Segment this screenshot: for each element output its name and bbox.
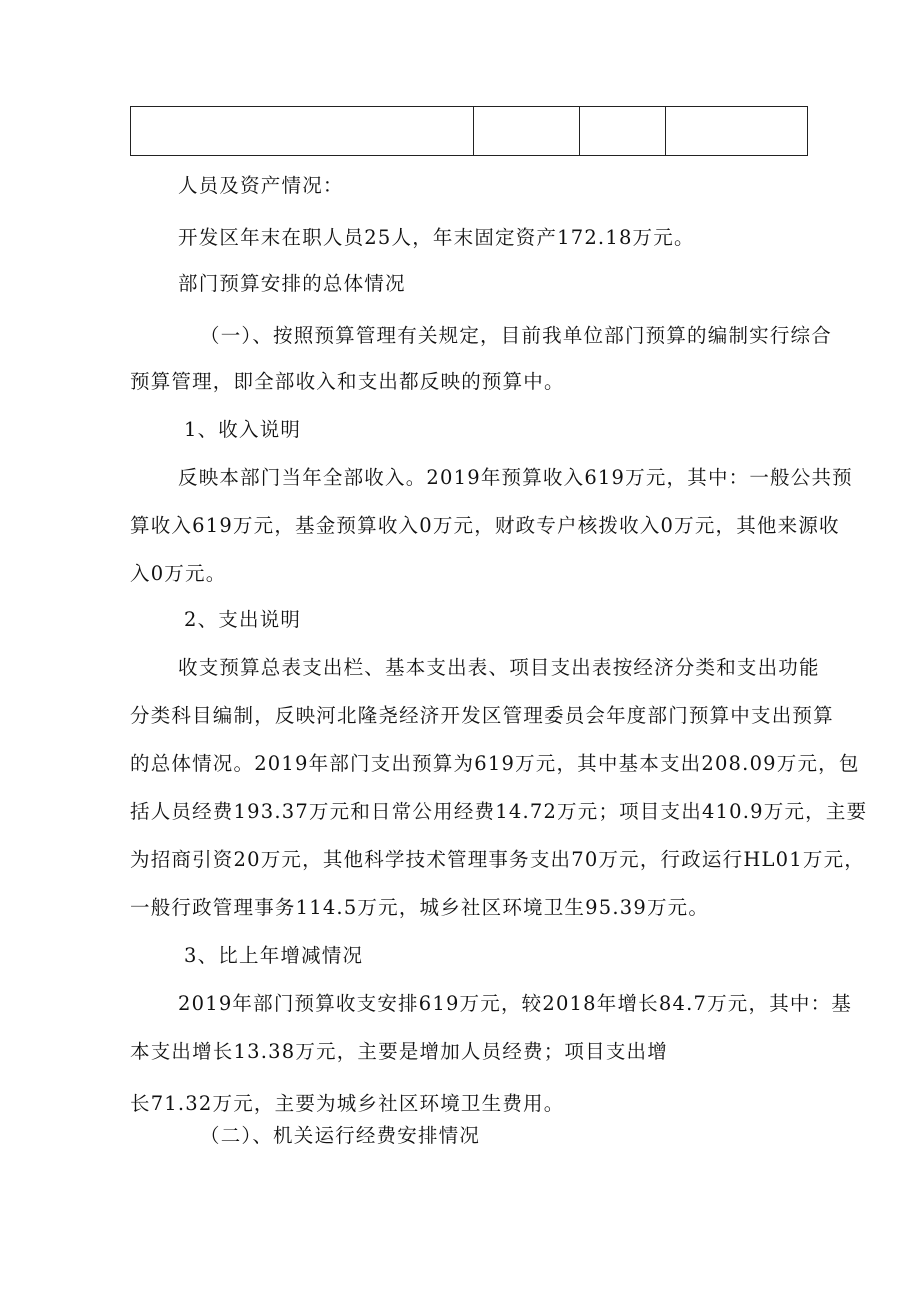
table-cell	[666, 107, 808, 156]
table-fragment	[130, 106, 808, 156]
paragraph-income-line3: 入0万元。	[130, 562, 227, 585]
paragraph-yoy-line1: 2019年部门预算收支安排619万元，较2018年增长84.7万元，其中：基	[178, 992, 852, 1015]
paragraph-personnel-assets: 开发区年末在职人员25人，年末固定资产172.18万元。	[178, 226, 695, 249]
paragraph-section-one-line2: 预算管理，即全部收入和支出都反映的预算中。	[130, 370, 565, 393]
heading-personnel-assets: 人员及资产情况：	[178, 174, 344, 197]
heading-yoy-change: 3、比上年增减情况	[184, 944, 364, 967]
paragraph-yoy-line2: 本支出增长13.38万元，主要是增加人员经费；项目支出增	[130, 1040, 668, 1063]
table-cell	[474, 107, 580, 156]
heading-income: 1、收入说明	[184, 418, 302, 441]
paragraph-expenditure-line6: 一般行政管理事务114.5万元，城乡社区环境卫生95.39万元。	[130, 896, 710, 919]
paragraph-expenditure-line3: 的总体情况。2019年部门支出预算为619万元，其中基本支出208.09万元，包	[130, 752, 860, 775]
paragraph-section-one-line1: （一）、按照预算管理有关规定，目前我单位部门预算的编制实行综合	[200, 324, 832, 347]
table-cell	[131, 107, 474, 156]
paragraph-expenditure-line4: 括人员经费193.37万元和日常公用经费14.72万元；项目支出410.9万元，主要	[130, 800, 868, 823]
heading-budget-overview: 部门预算安排的总体情况	[178, 272, 406, 295]
paragraph-expenditure-line2: 分类科目编制，反映河北隆尧经济开发区管理委员会年度部门预算中支出预算	[130, 704, 834, 727]
heading-section-two: （二）、机关运行经费安排情况	[200, 1124, 481, 1147]
table-cell	[580, 107, 666, 156]
table-row	[131, 107, 808, 156]
heading-expenditure: 2、支出说明	[184, 608, 302, 631]
paragraph-yoy-line3: 长71.32万元，主要为城乡社区环境卫生费用。	[130, 1092, 565, 1115]
paragraph-expenditure-line5: 为招商引资20万元，其他科学技术管理事务支出70万元，行政运行HL01万元，	[130, 848, 865, 871]
paragraph-expenditure-line1: 收支预算总表支出栏、基本支出表、项目支出表按经济分类和支出功能	[178, 656, 820, 679]
paragraph-income-line2: 算收入619万元，基金预算收入0万元，财政专户核拨收入0万元，其他来源收	[130, 514, 840, 537]
paragraph-income-line1: 反映本部门当年全部收入。2019年预算收入619万元，其中：一般公共预	[178, 466, 853, 489]
